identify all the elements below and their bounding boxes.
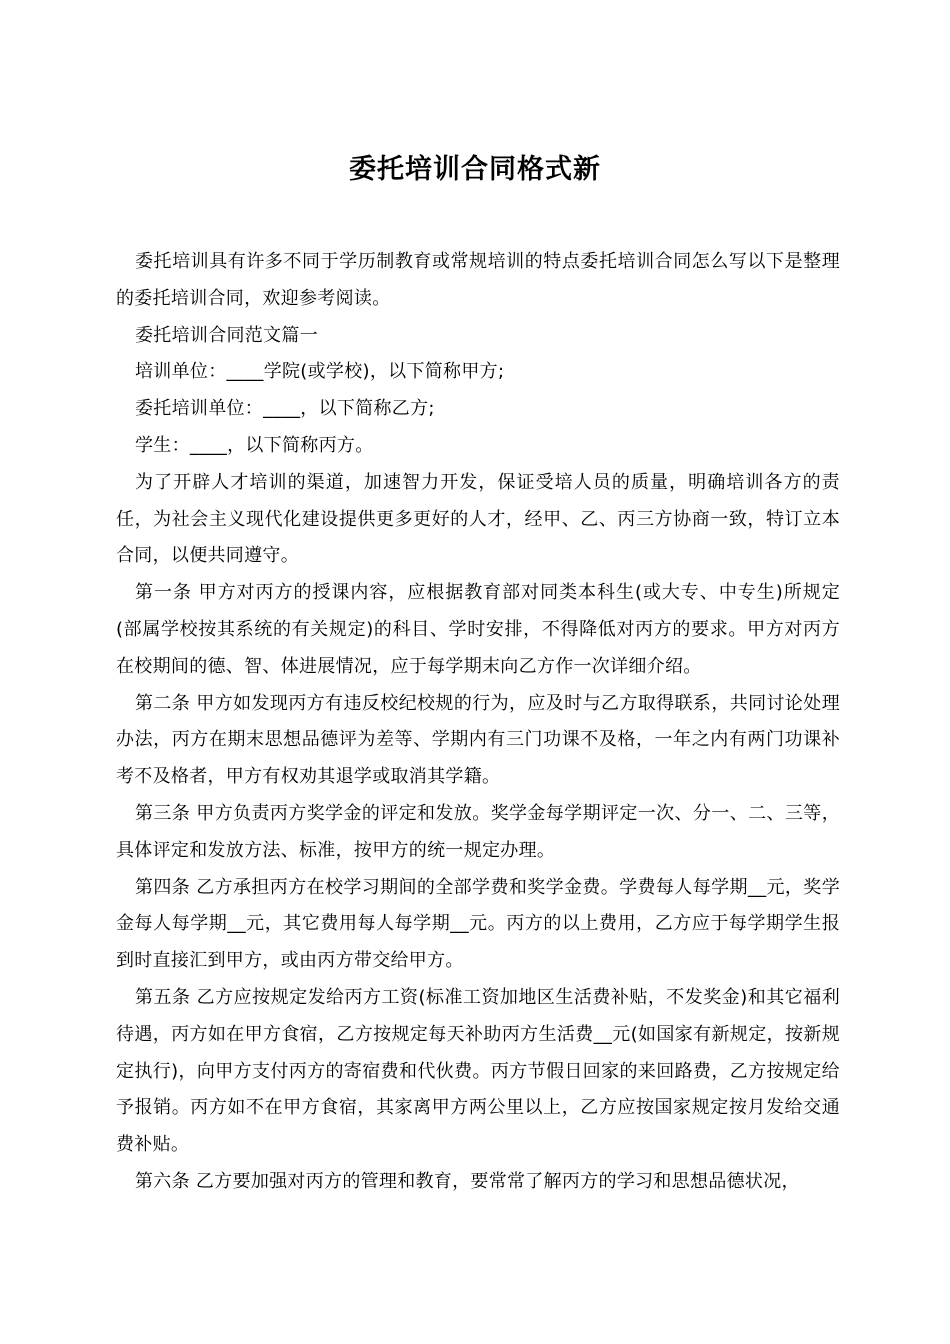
paragraph-article-2: 第二条 甲方如发现丙方有违反校纪校规的行为，应及时与乙方取得联系，共同讨论处理办法，丙方在期末思想品德评为差等、学期内有三门功课不及格，一年之内有两门功课补考不及格者，甲方有权劝其退学或取消其学籍。 <box>116 692 840 788</box>
paragraph-article-3: 第三条 甲方负责丙方奖学金的评定和发放。奖学金每学期评定一次、分一、二、三等，具体评定和发放方法、标准，按甲方的统一规定办理。 <box>116 802 840 861</box>
document-title: 委托培训合同格式新 <box>349 154 601 186</box>
paragraph-party-b: 委托培训单位：____，以下简称乙方; <box>135 398 435 420</box>
paragraph-article-5: 第五条 乙方应按规定发给丙方工资(标准工资加地区生活费补贴，不发奖金)和其它福利待遇，丙方如在甲方食宿，乙方按规定每天补助丙方生活费__元(如国家有新规定，按新规定执行)，向甲方支付丙方的寄宿费和代伙费。丙方节假日回家的来回路费，乙方按规定给予报销。丙方如不在甲方食宿，其家离甲方两公里以上，乙方应按国家规定按月发给交通费补贴。 <box>116 986 840 1156</box>
document-body <box>116 244 840 1201</box>
paragraph-article-4: 第四条 乙方承担丙方在校学习期间的全部学费和奖学金费。学费每人每学期__元，奖学金每人每学期__元，其它费用每人每学期__元。丙方的以上费用，乙方应于每学期学生报到时直接汇到甲方，或由丙方带交给甲方。 <box>116 876 840 972</box>
paragraph-article-1: 第一条 甲方对丙方的授课内容，应根据教育部对同类本科生(或大专、中专生)所规定(部属学校按其系统的有关规定)的科目、学时安排，不得降低对丙方的要求。甲方对丙方在校期间的德、智、体进展情况，应于每学期末向乙方作一次详细介绍。 <box>116 582 840 677</box>
paragraph-party-a: 培训单位：____学院(或学校)，以下简称甲方; <box>135 361 505 383</box>
paragraph-preamble: 为了开辟人才培训的渠道，加速智力开发，保证受培人员的质量，明确培训各方的责任，为社会主义现代化建设提供更多更好的人才，经甲、乙、丙三方协商一致，特订立本合同，以便共同遵守。 <box>116 471 840 567</box>
paragraph-party-c: 学生：____，以下简称丙方。 <box>135 434 374 456</box>
paragraph-intro: 委托培训具有许多不同于学历制教育或常规培训的特点委托培训合同怎么写以下是整理的委托培训合同，欢迎参考阅读。 <box>116 251 840 309</box>
paragraph-heading-sample-1: 委托培训合同范文篇一 <box>135 324 318 346</box>
paragraph-article-6: 第六条 乙方要加强对丙方的管理和教育，要常常了解丙方的学习和思想品德状况， <box>135 1170 800 1192</box>
